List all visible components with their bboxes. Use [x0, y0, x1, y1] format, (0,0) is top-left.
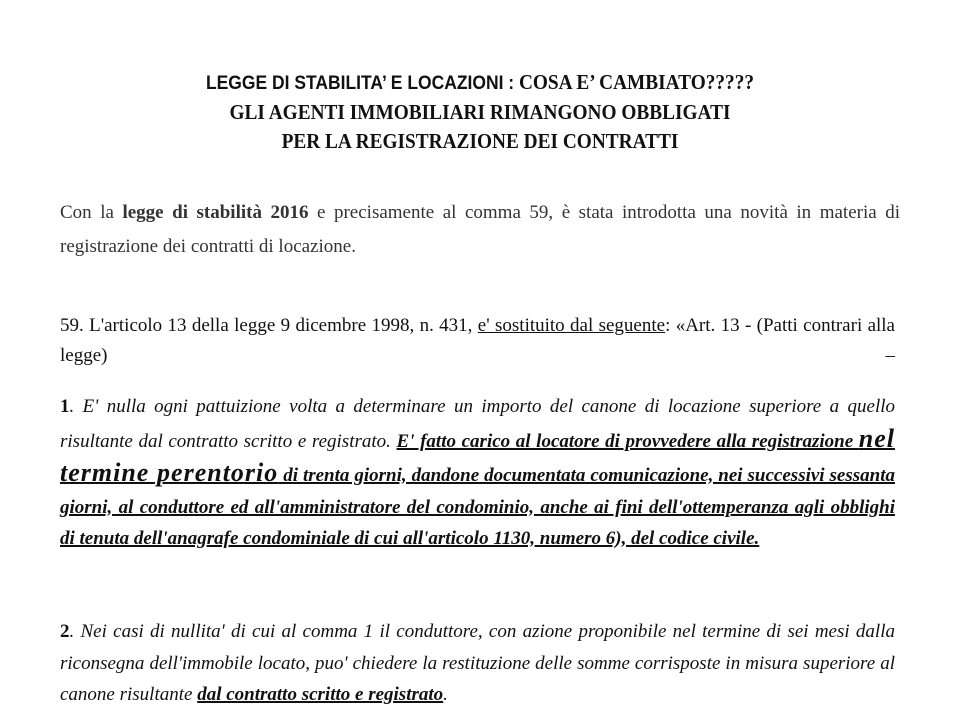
document-title — [38, 68, 921, 156]
law-text-2: : «Art. 13 - (Patti contrari alla legge) – — [60, 315, 895, 366]
intro-text-2: e precisamente al comma 59, è stata introdotta una novità in materia di registrazione dei contratti di locazione. — [60, 202, 900, 257]
paragraph-2-underlined: dal contratto scritto e registrato — [197, 684, 444, 705]
paragraph-2-number: 2 — [60, 621, 70, 642]
paragraph-1-emphasis: nel termine perentorio — [60, 423, 895, 487]
law-text-1: 59. L'articolo 13 della legge 9 dicembre 1998, n. 431, — [60, 315, 478, 336]
paragraph-1-text: . E' nulla ogni pattuizione volta a determinare un importo del canone di locazione superiore a quello risultante dal contratto scritto e registrato. — [60, 396, 895, 452]
paragraph-1-number: 1 — [60, 396, 70, 417]
paragraph-2-text: . Nei casi di nullita' di cui al comma 1 il conduttore, con azione proponibile nel termine di sei mesi dalla riconsegna dell'immobile locato, puo' chiedere la restituzione delle somme corrisposte in misura superiore al canone risultante — [60, 621, 895, 705]
article-paragraph-1 — [60, 391, 895, 555]
title-line-1-part-a: LEGGE DI STABILITA’ E LOCAZIONI : — [205, 73, 515, 94]
title-line-2: GLI AGENTI IMMOBILIARI RIMANGONO OBBLIGATI — [229, 100, 731, 124]
article-paragraph-2 — [60, 616, 895, 711]
paragraph-1-underlined-a: E' fatto carico al locatore di provvedere alla registrazione — [396, 430, 859, 452]
intro-bold-law: legge di stabilità 2016 — [122, 202, 309, 223]
paragraph-1-underlined-b: di trenta giorni, dandone documentata comunicazione, nei successivi sessanta giorni, al conduttore ed all'amministratore del condominio, anche ai fini dell'ottemperanza agli obblighi di tenuta dell'anagrafe condominiale di cui all'articolo 1130, numero 6), del codice civile. — [60, 465, 895, 549]
paragraph-2-end: . — [443, 684, 448, 705]
law-paragraph — [60, 311, 895, 371]
title-line-1-part-b: COSA E’ CAMBIATO????? — [518, 70, 755, 94]
law-underlined: e' sostituito dal seguente — [477, 315, 666, 336]
intro-text-1: Con la — [60, 202, 123, 223]
intro-paragraph — [60, 196, 900, 264]
title-line-3: PER LA REGISTRAZIONE DEI CONTRATTI — [281, 129, 679, 153]
title-line-1 — [38, 68, 921, 98]
